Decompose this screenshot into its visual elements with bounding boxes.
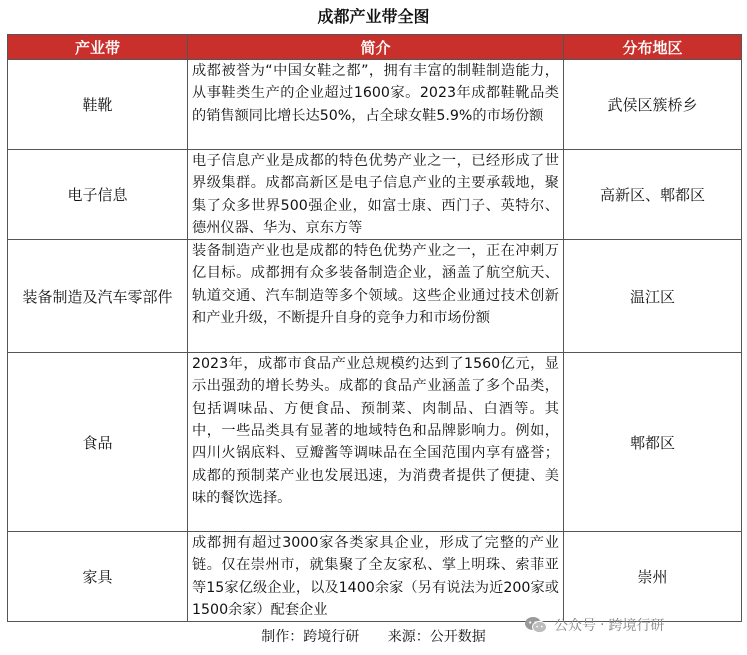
table-row <box>8 60 742 150</box>
wechat-watermark <box>524 614 664 636</box>
table-title: 成都产业带全图 <box>317 7 430 26</box>
footer-maker: 制作：跨境行研 <box>261 629 360 645</box>
industry-table <box>7 34 742 622</box>
industry-area: 高新区、郫都区 <box>564 150 742 240</box>
table-row <box>8 353 742 532</box>
industry-name: 鞋靴 <box>8 60 188 150</box>
table-row <box>8 532 742 622</box>
industry-name: 电子信息 <box>8 150 188 240</box>
table-row <box>8 150 742 240</box>
industry-name: 食品 <box>8 353 188 532</box>
watermark-platform: 公众号 <box>554 618 596 634</box>
industry-desc: 装备制造产业也是成都的特色优势产业之一，正在冲刺万亿目标。成都拥有众多装备制造企业，涵盖了航空航天、轨道交通、汽车制造等多个领域。这些企业通过技术创新和产业升级，不断提升自身的竞争力和市场份额 <box>188 240 564 353</box>
industry-area: 温江区 <box>564 240 742 353</box>
watermark-account: 跨境行研 <box>608 618 665 634</box>
industry-desc: 成都拥有超过3000家各类家具企业，形成了完整的产业链。仅在崇州市，就集聚了全友家私、掌上明珠、索菲亚等15家亿级企业，以及1400余家（另有说法为近200家或1500余家）配套企业 <box>188 532 564 622</box>
industry-desc: 成都被誉为“中国女鞋之都”，拥有丰富的制鞋制造能力，从事鞋类生产的企业超过1600家。2023年成都鞋靴品类的销售额同比增长达50%，占全球女鞋5.9%的市场份额 <box>188 60 564 150</box>
wechat-icon <box>524 616 548 634</box>
header-region: 分布地区 <box>564 35 742 60</box>
industry-desc: 2023年，成都市食品产业总规模约达到了1560亿元，显示出强劲的增长势头。成都的食品产业涵盖了多个品类，包括调味品、方便食品、预制菜、肉制品、白酒等。其中，一些品类具有显著的地域特色和品牌影响力。例如，四川火锅底料、豆瓣酱等调味品在全国范围内享有盛誉；成都的预制菜产业也发展迅速，为消费者提供了便捷、美味的餐饮选择。 <box>188 353 564 532</box>
industry-area: 崇州 <box>564 532 742 622</box>
watermark-separator: · <box>600 617 605 633</box>
header-intro: 简介 <box>188 35 564 60</box>
industry-desc: 电子信息产业是成都的特色优势产业之一，已经形成了世界级集群。成都高新区是电子信息产业的主要承载地，聚集了众多世界500强企业，如富士康、西门子、英特尔、德州仪器、华为、京东方等 <box>188 150 564 240</box>
footer-source: 来源：公开数据 <box>387 629 486 645</box>
industry-name: 家具 <box>8 532 188 622</box>
header-industry: 产业带 <box>8 35 188 60</box>
header-row <box>8 35 742 60</box>
industry-area: 郫都区 <box>564 353 742 532</box>
table-row <box>8 240 742 353</box>
industry-name: 装备制造及汽车零部件 <box>8 240 188 353</box>
industry-area: 武侯区簇桥乡 <box>564 60 742 150</box>
